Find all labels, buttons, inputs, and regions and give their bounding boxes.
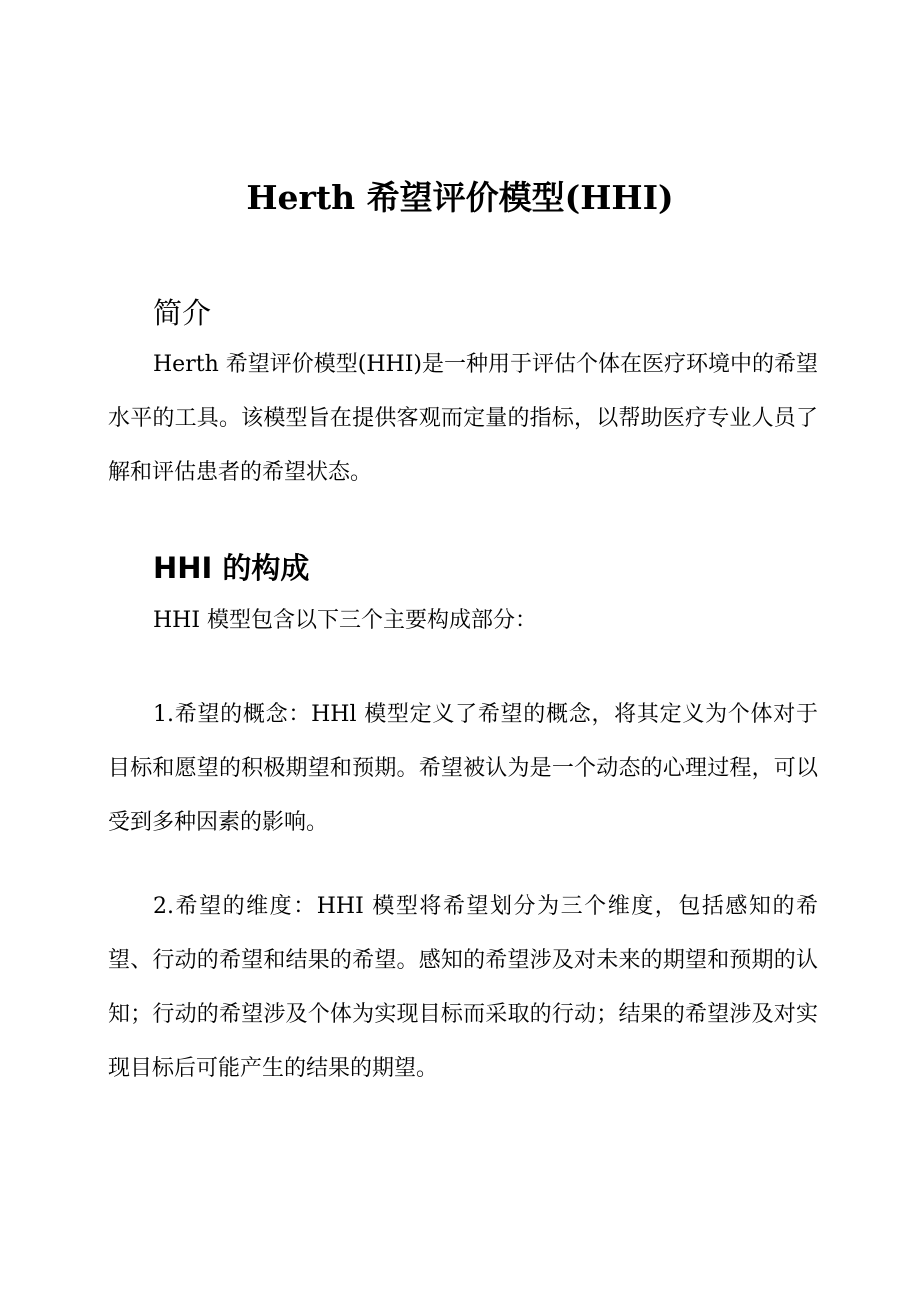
- document-title: Herth 希望评价模型(HHI): [246, 178, 674, 217]
- composition-item-2-paragraph: 2.希望的维度：HHI 模型将希望划分为三个维度，包括感知的希望、行动的希望和结果的希望。感知的希望涉及对未来的期望和预期的认知；行动的希望涉及个体为实现目标而采取的行动；结果的希望涉及对实现目标后可能产生的结果的期望。: [108, 894, 818, 1081]
- intro-paragraph: Herth 希望评价模型(HHI)是一种用于评估个体在医疗环境中的希望水平的工具。该模型旨在提供客观而定量的指标，以帮助医疗专业人员了解和评估患者的希望状态。: [108, 352, 818, 485]
- composition-item-1-paragraph: 1.希望的概念：HHl 模型定义了希望的概念，将其定义为个体对于目标和愿望的积极期望和预期。希望被认为是一个动态的心理过程，可以受到多种因素的影响。: [108, 702, 818, 835]
- section-heading-composition: HHI 的构成: [153, 551, 310, 585]
- section-heading-intro: 简介: [153, 296, 212, 330]
- composition-intro-paragraph: HHI 模型包含以下三个主要构成部分：: [153, 608, 538, 633]
